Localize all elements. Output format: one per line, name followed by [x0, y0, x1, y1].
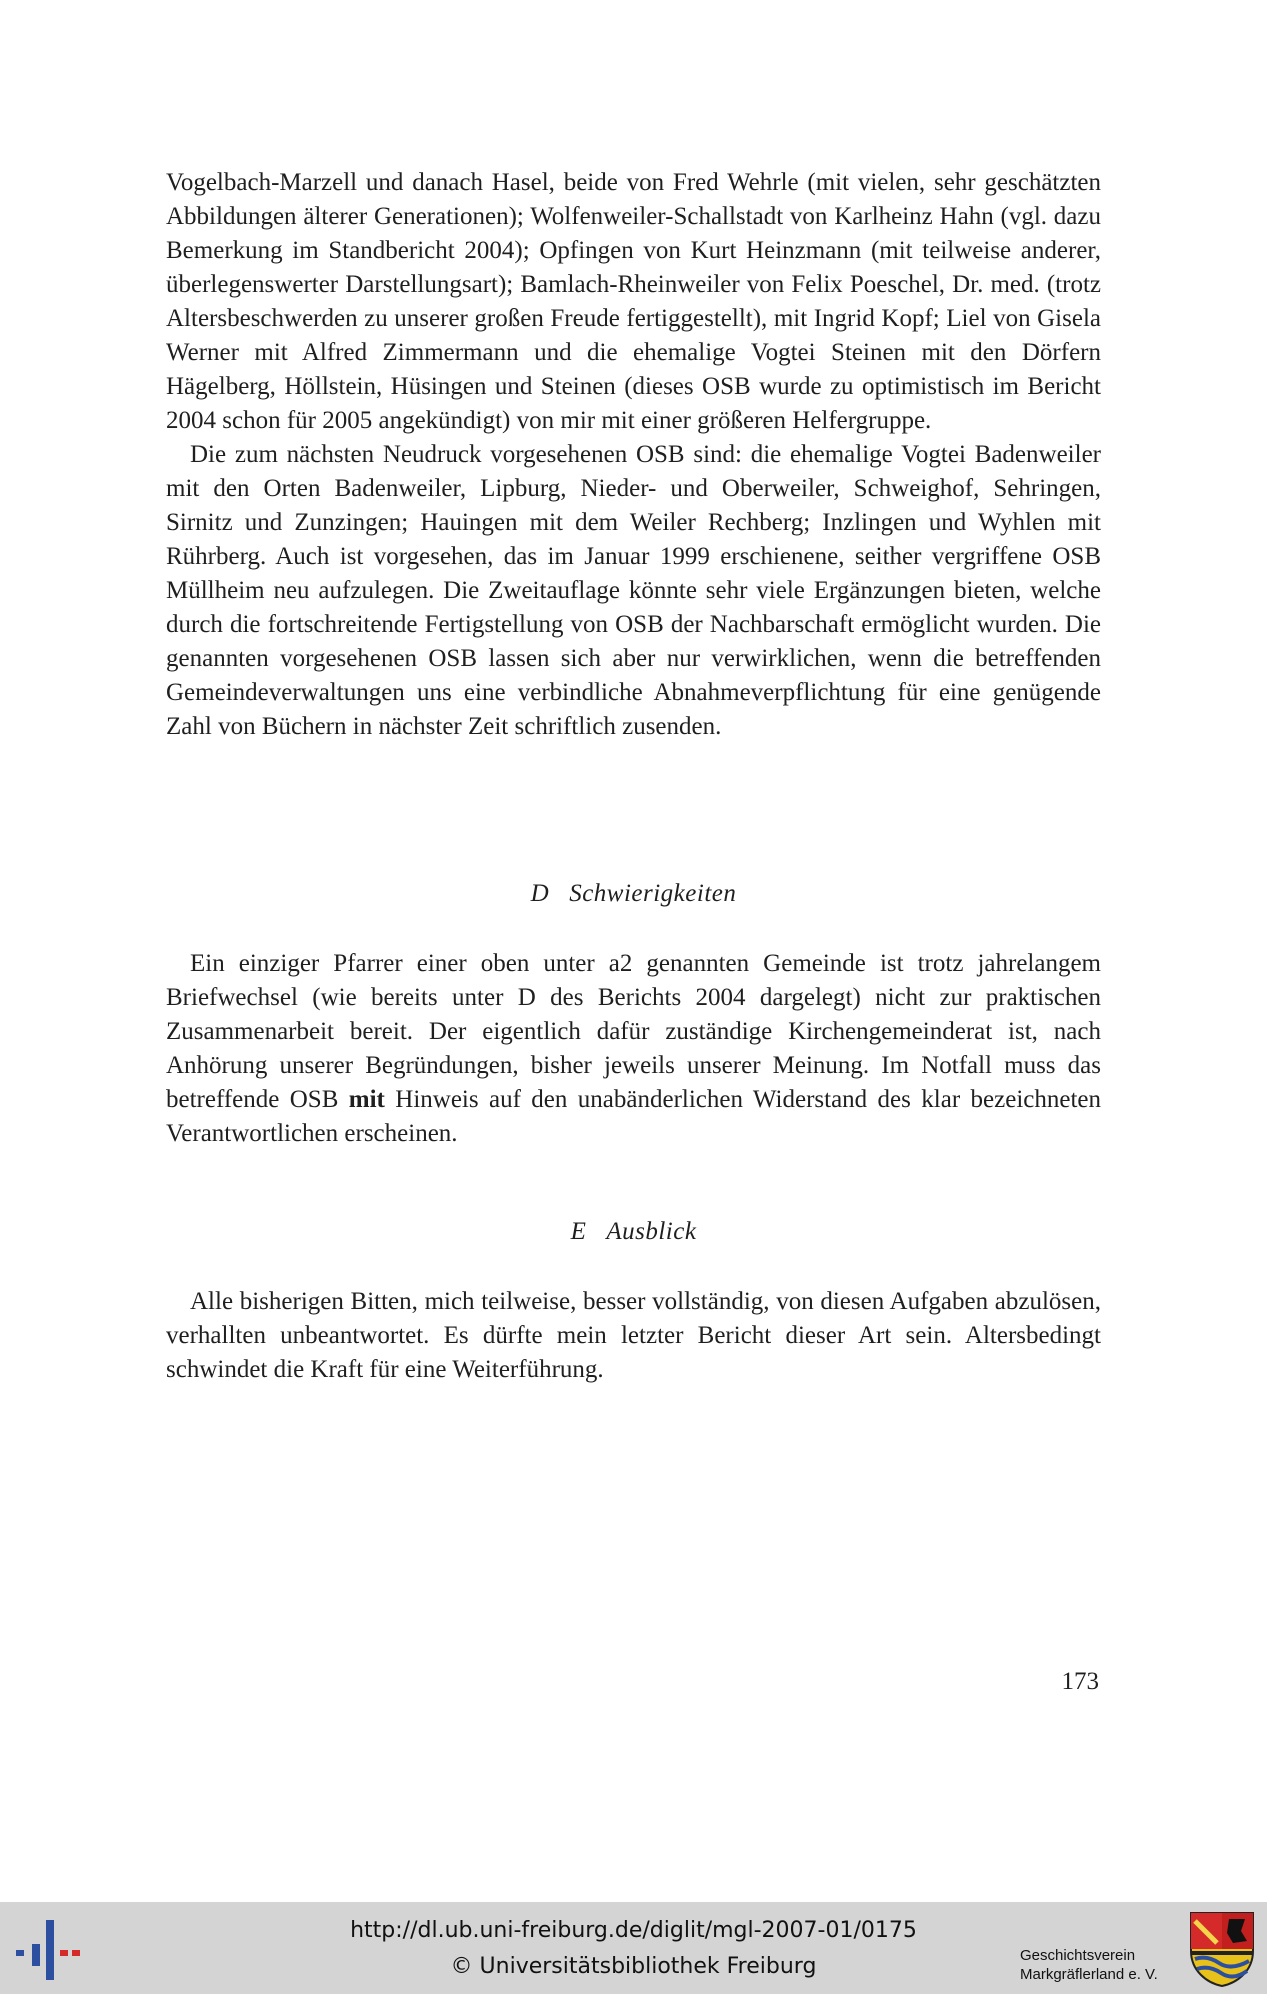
footer: [0, 1902, 1267, 1994]
section-e-text: [166, 1285, 1101, 1387]
society-name: [1020, 1946, 1158, 1984]
footer-url[interactable]: http://dl.ub.uni-freiburg.de/diglit/mgl-2007-01/0175: [350, 1918, 917, 1943]
section-heading-d: [166, 877, 1101, 911]
society-line: Markgräflerland e. V.: [1020, 1966, 1158, 1983]
paragraph: Vogelbach-Marzell und danach Hasel, beide von Fred Wehrle (mit vielen, sehr geschätzten Abbildungen älterer Generationen); Wolfenweiler-Schallstadt von Karlheinz Hahn (vgl. dazu Bemerkung im Standbericht 2004); Opfingen von Kurt Heinzmann (mit teilweise anderer, überlegenswerter Darstellungsart); Bamlach-Rheinweiler von Felix Poeschel, Dr. med. (trotz Altersbeschwerden zu unserer großen Freude fertiggestellt), mit Ingrid Kopf; Liel von Gisela Werner mit Alfred Zimmermann und die ehemalige Vogtei Steinen mit den Dörfern Hägelberg, Höllstein, Hüsingen und Steinen (dieses OSB wurde zu optimistisch im Bericht 2004 schon für 2005 angekündigt) von mir mit einer größeren Helfergruppe.: [166, 169, 1101, 434]
section-title: Schwierigkeiten: [569, 880, 737, 907]
section-letter: E: [570, 1218, 587, 1245]
bold-text: mit: [348, 1086, 385, 1113]
paragraph: Die zum nächsten Neudruck vorgesehenen OSB sind: die ehemalige Vogtei Badenweiler mit den Orten Badenweiler, Lipburg, Nieder- und Oberweiler, Schweighof, Sehringen, Sirnitz und Zunzingen; Hauingen mit dem Weiler Rechberg; Inzlingen und Wyhlen mit Rührberg. Auch ist vorgesehen, das im Januar 1999 erschienene, seither vergriffene OSB Müllheim neu aufzulegen. Die Zweitauflage könnte sehr viele Ergänzungen bieten, welche durch die fortschreitende Fertigstellung von OSB der Nachbarschaft ermöglicht wurden. Die genannten vorgesehenen OSB lassen sich aber nur verwirklichen, wenn die betreffenden Gemeindeverwaltungen uns eine verbindliche Abnahmeverpflichtung für eine genügende Zahl von Büchern in nächster Zeit schriftlich zusenden.: [166, 441, 1101, 740]
society-line: Geschichtsverein: [1020, 1947, 1136, 1964]
section-letter: D: [530, 880, 550, 907]
coat-of-arms-icon: [1189, 1911, 1255, 1987]
section-d-text: [166, 947, 1101, 1151]
paragraph-text: Ein einziger Pfarrer einer oben unter a2 genannten Gemeinde ist trotz jahrelangem Briefwechsel (wie bereits unter D des Berichts 2004 dargelegt) nicht zur praktischen Zusammenarbeit bereit. Der eigentlich dafür zuständige Kirchengemeinderat ist, nach Anhörung unserer Begründungen, bisher jeweils unserer Meinung. Im Notfall muss das betreffende OSB: [166, 950, 1101, 1113]
paragraph-text: Hinweis auf den unabänderlichen Widerstand des klar bezeichneten Verantwortlichen erscheinen.: [166, 1086, 1101, 1147]
paragraph: Alle bisherigen Bitten, mich teilweise, besser vollständig, von diesen Aufgaben abzulösen, verhallten unbeantwortet. Es dürfte mein letzter Bericht dieser Art sein. Altersbedingt schwindet die Kraft für eine Weiterführung.: [166, 1288, 1101, 1383]
section-title: Ausblick: [606, 1218, 697, 1245]
footer-copyright: © Universitätsbibliothek Freiburg: [450, 1954, 817, 1979]
page-number: 173: [1061, 1668, 1099, 1695]
body-text: [166, 166, 1101, 744]
paragraph: [166, 947, 1101, 1151]
section-heading-e: [166, 1215, 1101, 1249]
